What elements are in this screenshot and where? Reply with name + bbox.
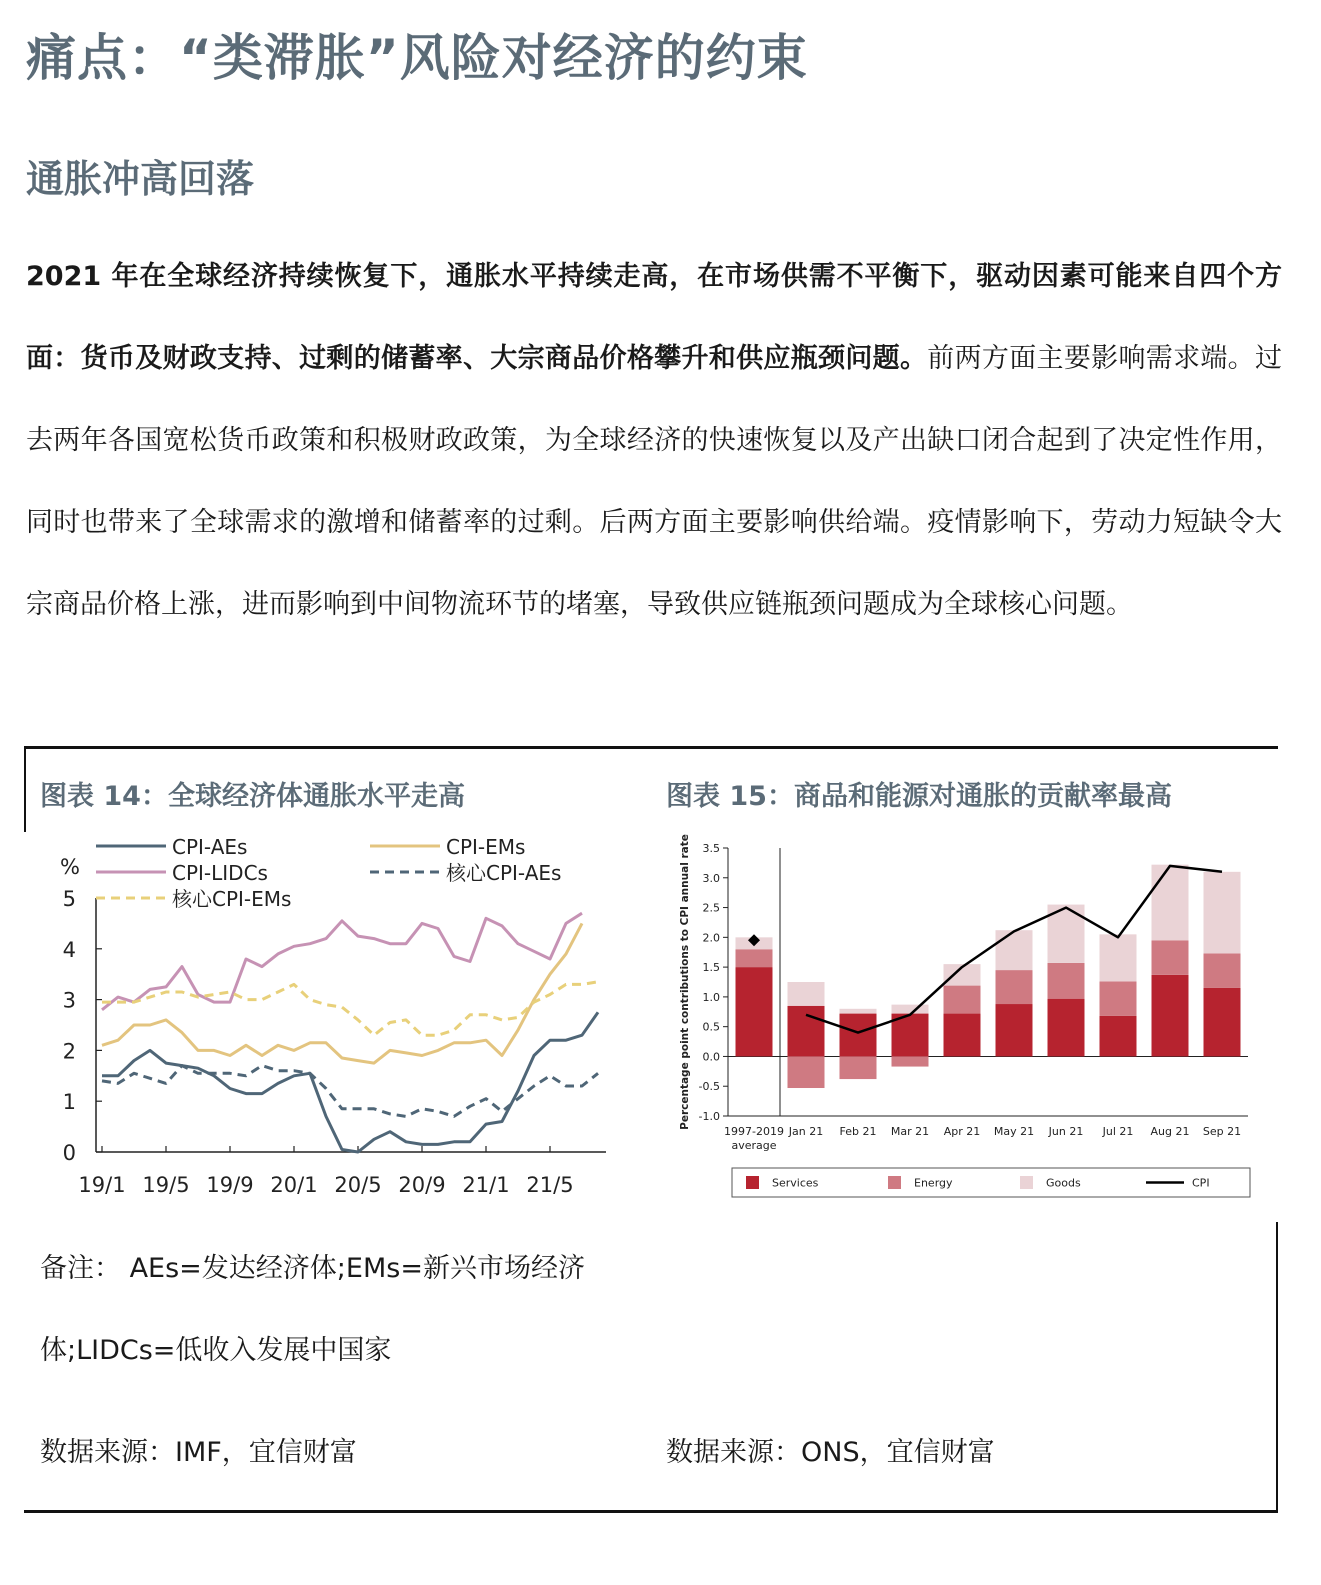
figure-frame-right [1276, 1222, 1278, 1512]
series-line-CPI-EMs [102, 923, 582, 1063]
bar-goods [996, 930, 1033, 970]
x-tick-label: May 21 [993, 1125, 1035, 1138]
legend-swatch [746, 1176, 759, 1189]
bar-services [736, 967, 773, 1056]
y-axis-label: Percentage point contributions to CPI annual rate [679, 834, 691, 1130]
x-tick-label: Mar 21 [890, 1125, 930, 1138]
figure-14-note-line-1: 备注： AEs=发达经济体;EMs=新兴市场经济 [40, 1253, 585, 1284]
legend-label: CPI-AEs [172, 835, 248, 859]
x-tick-label: Jan 21 [788, 1125, 824, 1138]
bar-services [996, 1004, 1033, 1056]
bar-services [1204, 988, 1241, 1056]
bar-services [1152, 975, 1189, 1057]
legend-swatch [1020, 1176, 1033, 1189]
series-line-CPI-AEs [102, 1012, 598, 1152]
figure-15-title: 图表 15：商品和能源对通胀的贡献率最高 [666, 781, 1172, 812]
y-tick-label: 0 [62, 1141, 76, 1165]
y-tick-label: 0.0 [702, 1050, 720, 1064]
bar-goods [1204, 872, 1241, 954]
bar-goods [840, 1009, 877, 1014]
bar-energy [996, 970, 1033, 1004]
y-tick-label: 2.0 [702, 931, 720, 945]
y-tick-label: 3 [62, 988, 76, 1013]
figure-14-line-chart [30, 828, 630, 1200]
figure-frame-bottom [24, 1510, 1278, 1513]
y-tick-label: 0.5 [702, 1020, 720, 1034]
series-line-CPI-LIDCs [102, 913, 582, 1010]
x-tick-label: 21/1 [462, 1173, 510, 1197]
legend-label: CPI [1192, 1176, 1210, 1190]
bar-services [1048, 999, 1085, 1057]
paragraph-bold: 2021 年在全球经济持续恢复下，通胀水平持续走高，在市场供需不平衡下，驱动因素可能来自四个方面：货币及财政支持、过剩的储蓄率、大宗商品价格攀升和供应瓶颈问题。 [26, 261, 1282, 374]
x-tick-label: Aug 21 [1150, 1125, 1190, 1138]
bar-goods [788, 982, 825, 1006]
figure-frame-left [24, 746, 26, 832]
bar-energy [1152, 940, 1189, 975]
legend-label: CPI-LIDCs [172, 861, 268, 885]
y-tick-label: -0.5 [698, 1080, 720, 1094]
bar-services [788, 1006, 825, 1057]
x-tick-label: 20/9 [398, 1173, 446, 1197]
y-tick-label: 1 [62, 1090, 76, 1115]
body-paragraph [26, 236, 1282, 646]
bar-energy [788, 1056, 825, 1088]
y-tick-label: 3.0 [702, 871, 720, 885]
section-subheading: 通胀冲高回落 [26, 157, 255, 201]
paragraph-normal: 前两方面主要影响需求端。过去两年各国宽松货币政策和积极财政政策，为全球经济的快速恢复以及产出缺口闭合起到了决定性作用，同时也带来了全球需求的激增和储蓄率的过剩。后两方面主要影响供给端。疫情影响下，劳动力短缺令大宗商品价格上涨，进而影响到中间物流环节的堵塞，导致供应链瓶颈问题成为全球核心问题。 [26, 343, 1282, 620]
figure-15-bar-chart [660, 832, 1270, 1212]
bar-goods [892, 1005, 929, 1014]
x-tick-label: 19/9 [206, 1173, 254, 1197]
y-tick-label: 2 [62, 1039, 76, 1064]
bar-energy [1100, 981, 1137, 1016]
bar-energy [736, 949, 773, 967]
bar-goods [1100, 934, 1137, 981]
legend-label: Goods [1046, 1176, 1081, 1190]
x-tick-label: average [731, 1139, 777, 1152]
x-tick-label: 20/1 [270, 1173, 318, 1197]
y-tick-label: 4 [62, 937, 76, 962]
legend-label: 核心CPI-AEs [446, 861, 562, 885]
y-tick-label: 1.0 [702, 990, 720, 1004]
figure-15-source: 数据来源：ONS，宜信财富 [666, 1437, 995, 1468]
bar-energy [944, 986, 981, 1014]
y-tick-label: 3.5 [702, 842, 720, 855]
x-tick-label: 19/5 [142, 1173, 190, 1197]
legend-label: Services [772, 1176, 819, 1190]
y-tick-label: -1.0 [698, 1110, 720, 1123]
x-tick-label: Feb 21 [839, 1125, 877, 1138]
x-tick-label: 1997-2019 [724, 1125, 784, 1138]
y-tick-label: 2.5 [702, 901, 720, 915]
bar-services [1100, 1016, 1137, 1056]
x-tick-label: 21/5 [526, 1173, 574, 1197]
bar-energy [840, 1056, 877, 1079]
legend-label: 核心CPI-EMs [172, 887, 292, 911]
x-tick-label: Sep 21 [1202, 1125, 1242, 1138]
bar-energy [1204, 953, 1241, 988]
bar-energy [892, 1056, 929, 1066]
series-line-核心CPI-AEs [102, 1066, 598, 1117]
bar-goods [1152, 865, 1189, 941]
bar-services [840, 1014, 877, 1057]
legend-label: CPI-EMs [446, 835, 526, 859]
figure-14-note-line-2: 体;LIDCs=低收入发展中国家 [40, 1335, 392, 1366]
y-tick-label: 1.5 [702, 961, 720, 975]
page-heading: 痛点：“类滞胀”风险对经济的约束 [26, 29, 808, 87]
x-tick-label: 19/1 [78, 1173, 126, 1197]
bar-energy [1048, 963, 1085, 999]
x-tick-label: Jul 21 [1102, 1125, 1134, 1138]
figure-frame-top [24, 746, 1278, 749]
x-tick-label: 20/5 [334, 1173, 382, 1197]
x-tick-label: Jun 21 [1048, 1125, 1084, 1138]
figure-14-source: 数据来源：IMF，宜信财富 [40, 1437, 357, 1468]
bar-services [944, 1014, 981, 1057]
y-tick-label: 5 [62, 887, 76, 911]
legend-swatch [888, 1176, 901, 1189]
y-axis-label: % [60, 855, 80, 879]
figure-14-title: 图表 14：全球经济体通胀水平走高 [40, 781, 465, 812]
legend-label: Energy [914, 1176, 953, 1190]
x-tick-label: Apr 21 [943, 1125, 981, 1138]
